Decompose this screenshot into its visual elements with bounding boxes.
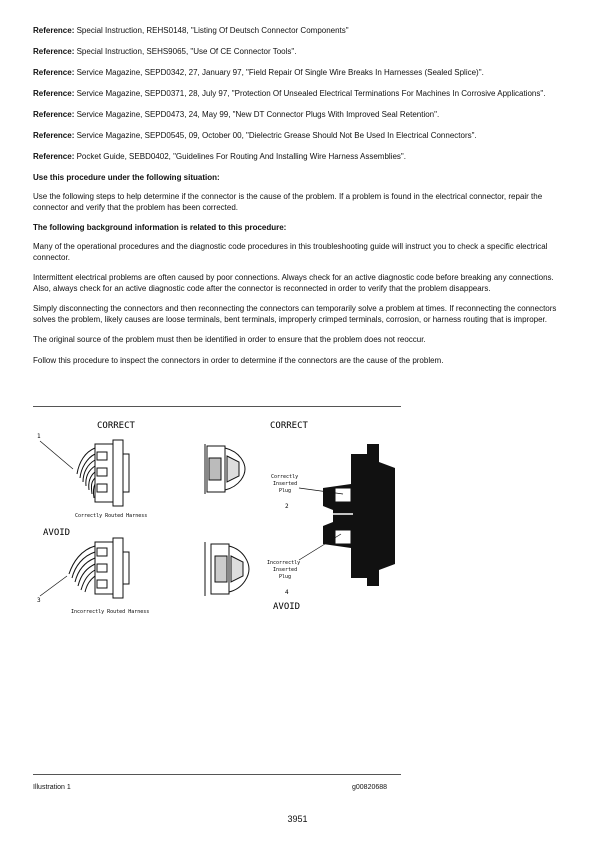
callout-2: 2 bbox=[285, 503, 289, 510]
background-paragraph: Many of the operational procedures and the diagnostic code procedures in this troubleshooting guide will instruct you to check a specific electrical connector. bbox=[33, 242, 548, 262]
reference-label: Reference: bbox=[33, 131, 75, 140]
reference-entry bbox=[33, 47, 563, 58]
connector-illustration bbox=[33, 414, 401, 619]
correct-plug-label-line: Correctly bbox=[271, 474, 299, 480]
figure-bottom-rule bbox=[33, 774, 401, 775]
background-paragraph: Simply disconnecting the connectors and then reconnecting the connectors can temporarily solve a problem at times. If reconnecting the connectors solves the problem, likely causes are loose terminals, bent terminals, improperly crimped terminals, corrosion, or harness routing that is improper. bbox=[33, 304, 557, 324]
avoid-left-label: AVOID bbox=[43, 528, 71, 538]
reference-label: Reference: bbox=[33, 47, 75, 56]
callout-4: 4 bbox=[285, 589, 289, 596]
page-content bbox=[33, 26, 563, 376]
avoid-right-label: AVOID bbox=[273, 602, 301, 612]
callout-3: 3 bbox=[37, 597, 41, 604]
illustration-id: g00820688 bbox=[352, 784, 388, 791]
reference-entry bbox=[33, 89, 563, 100]
situation-paragraph: Use the following steps to help determine if the connector is the cause of the problem. If a problem is found in the electrical connector, repair the connector and verify that the problem has been corrected. bbox=[33, 192, 543, 212]
background-paragraph: The original source of the problem must then be identified in order to ensure that the problem does not reoccur. bbox=[33, 335, 426, 344]
page-number: 3951 bbox=[287, 814, 308, 824]
callout-3-leader bbox=[40, 576, 67, 596]
correct-harness-drawing bbox=[77, 440, 129, 506]
reference-text: Pocket Guide, SEBD0402, "Guidelines For Routing And Installing Wire Harness Assemblies". bbox=[74, 152, 406, 161]
reference-label: Reference: bbox=[33, 152, 75, 161]
reference-entry bbox=[33, 131, 563, 142]
correct-plug-label-line: Inserted bbox=[273, 481, 298, 487]
reference-text: Special Instruction, REHS0148, "Listing Of Deutsch Connector Components" bbox=[74, 26, 349, 35]
background-paragraph: Follow this procedure to inspect the connectors in order to determine if the connectors are the cause of the problem. bbox=[33, 355, 444, 365]
incorrect-plug-label-line: Plug bbox=[279, 574, 292, 580]
callout-4-leader bbox=[299, 534, 341, 560]
reference-label: Reference: bbox=[33, 68, 75, 77]
situation-heading: Use this procedure under the following situation: bbox=[33, 173, 220, 182]
reference-entry bbox=[33, 26, 563, 37]
correct-left-label: CORRECT bbox=[97, 421, 135, 431]
callout-1-leader bbox=[40, 441, 73, 469]
reference-entry bbox=[33, 152, 563, 163]
callout-1: 1 bbox=[37, 433, 41, 440]
background-heading: The following background information is related to this procedure: bbox=[33, 223, 287, 232]
reference-text: Service Magazine, SEPD0545, 09, October 00, "Dielectric Grease Should Not Be Used In Electrical Connectors". bbox=[74, 131, 477, 140]
incorrect-harness-drawing bbox=[69, 538, 129, 598]
mating-connector-drawing bbox=[323, 444, 395, 586]
illustration-caption: Illustration 1 bbox=[33, 784, 71, 791]
correct-plug-drawing bbox=[205, 444, 245, 494]
incorrect-plug-drawing bbox=[205, 542, 249, 596]
reference-list bbox=[33, 26, 563, 163]
figure-top-rule bbox=[33, 406, 401, 407]
reference-text: Special Instruction, SEHS9065, "Use Of CE Connector Tools". bbox=[74, 47, 297, 56]
reference-text: Service Magazine, SEPD0473, 24, May 99, "New DT Connector Plugs With Improved Seal Retention". bbox=[74, 110, 440, 119]
reference-text: Service Magazine, SEPD0371, 28, July 97, "Protection Of Unsealed Electrical Terminations For Machines In Corrosive Applications". bbox=[74, 89, 546, 98]
reference-label: Reference: bbox=[33, 110, 75, 119]
reference-entry bbox=[33, 110, 563, 121]
reference-entry bbox=[33, 68, 563, 79]
correct-right-label: CORRECT bbox=[270, 421, 308, 431]
reference-text: Service Magazine, SEPD0342, 27, January 97, "Field Repair Of Single Wire Breaks In Harnesses (Sealed Splice)". bbox=[74, 68, 484, 77]
incorrect-plug-label-line: Incorrectly bbox=[267, 560, 301, 566]
correct-plug-label-line: Plug bbox=[279, 488, 292, 494]
incorrect-harness-caption: Incorrectly Routed Harness bbox=[71, 609, 150, 615]
reference-label: Reference: bbox=[33, 26, 75, 35]
correct-harness-caption: Correctly Routed Harness bbox=[75, 513, 148, 519]
reference-label: Reference: bbox=[33, 89, 75, 98]
incorrect-plug-label-line: Inserted bbox=[273, 567, 298, 573]
background-paragraph: Intermittent electrical problems are often caused by poor connections. Always check for an active diagnostic code before breaking any connections. Also, always check for an active diagnostic code after the connector is reconnected in order to verify that the problem disappears. bbox=[33, 273, 554, 293]
